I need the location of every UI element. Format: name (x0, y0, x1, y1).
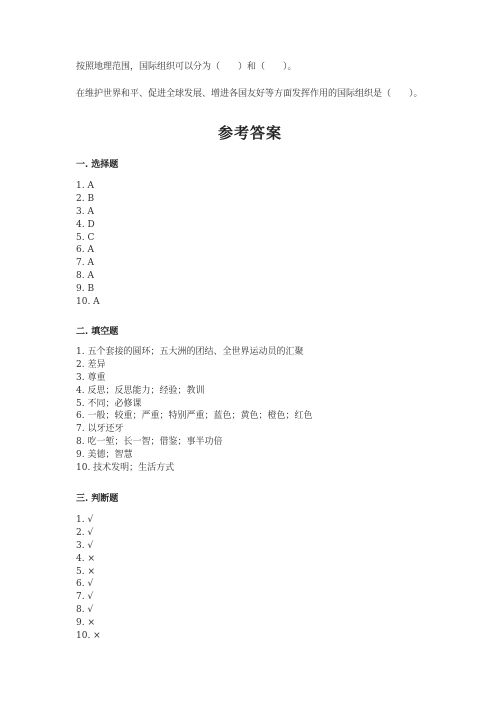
answer-item: 8. 吃一堑；长一智；借鉴；事半功倍 (76, 437, 223, 448)
answer-item: 9. 美德；智慧 (76, 450, 133, 461)
answer-item: 2. √ (76, 527, 94, 538)
answer-item: 8. A (76, 271, 94, 282)
answer-item: 1. √ (76, 515, 94, 525)
answer-item: 9. × (76, 618, 95, 629)
answer-item: 2. B (76, 193, 95, 204)
answer-item: 4. 反思；反思能力；经验；教训 (76, 385, 205, 396)
section-heading-fill: 二. 填空题 (76, 327, 119, 337)
answer-item: 7. A (76, 258, 94, 269)
answer-item: 1. 五个套接的圆环；五大洲的团结、全世界运动员的汇聚 (76, 347, 304, 357)
answer-item: 3. √ (76, 540, 94, 551)
answer-list-fill (76, 346, 312, 475)
answer-item: 10. 技术发明；生活方式 (76, 463, 175, 474)
question-text: 按照地理范围，国际组织可以分为（ ）和（ ）。 (76, 62, 297, 72)
answer-item: 3. A (76, 206, 94, 217)
answer-item: 6. 一般；较重；严重；特别严重；蓝色；黄色；橙色；红色 (76, 411, 313, 422)
section-heading-judge: 三. 判断题 (76, 494, 119, 504)
answer-item: 3. 尊重 (76, 372, 106, 383)
answer-item: 5. C (76, 232, 95, 243)
answer-list-choice (76, 180, 100, 309)
answer-item: 4. D (76, 219, 95, 230)
answer-item: 10. A (76, 297, 100, 308)
answer-title: 参考答案 (217, 124, 282, 142)
section-heading-choice: 一. 选择题 (76, 160, 119, 170)
answer-item: 2. 差异 (76, 359, 106, 370)
answer-item: 7. 以牙还牙 (76, 424, 124, 435)
answer-item: 1. A (76, 181, 94, 191)
answer-item: 6. √ (76, 579, 94, 590)
answer-item: 7. √ (76, 592, 94, 603)
answer-item: 5. × (76, 566, 95, 577)
answer-item: 9. B (76, 284, 95, 295)
answer-item: 6. A (76, 245, 94, 256)
answer-item: 10. × (76, 631, 101, 642)
question-text: 在维护世界和平、促进全球发展、增进各国友好等方面发挥作用的国际组织是（ ）。 (76, 89, 423, 99)
answer-item: 8. √ (76, 605, 94, 616)
answer-item: 4. × (76, 553, 95, 564)
answer-list-judge (76, 514, 101, 643)
answer-item: 5. 不同；必修课 (76, 398, 142, 409)
